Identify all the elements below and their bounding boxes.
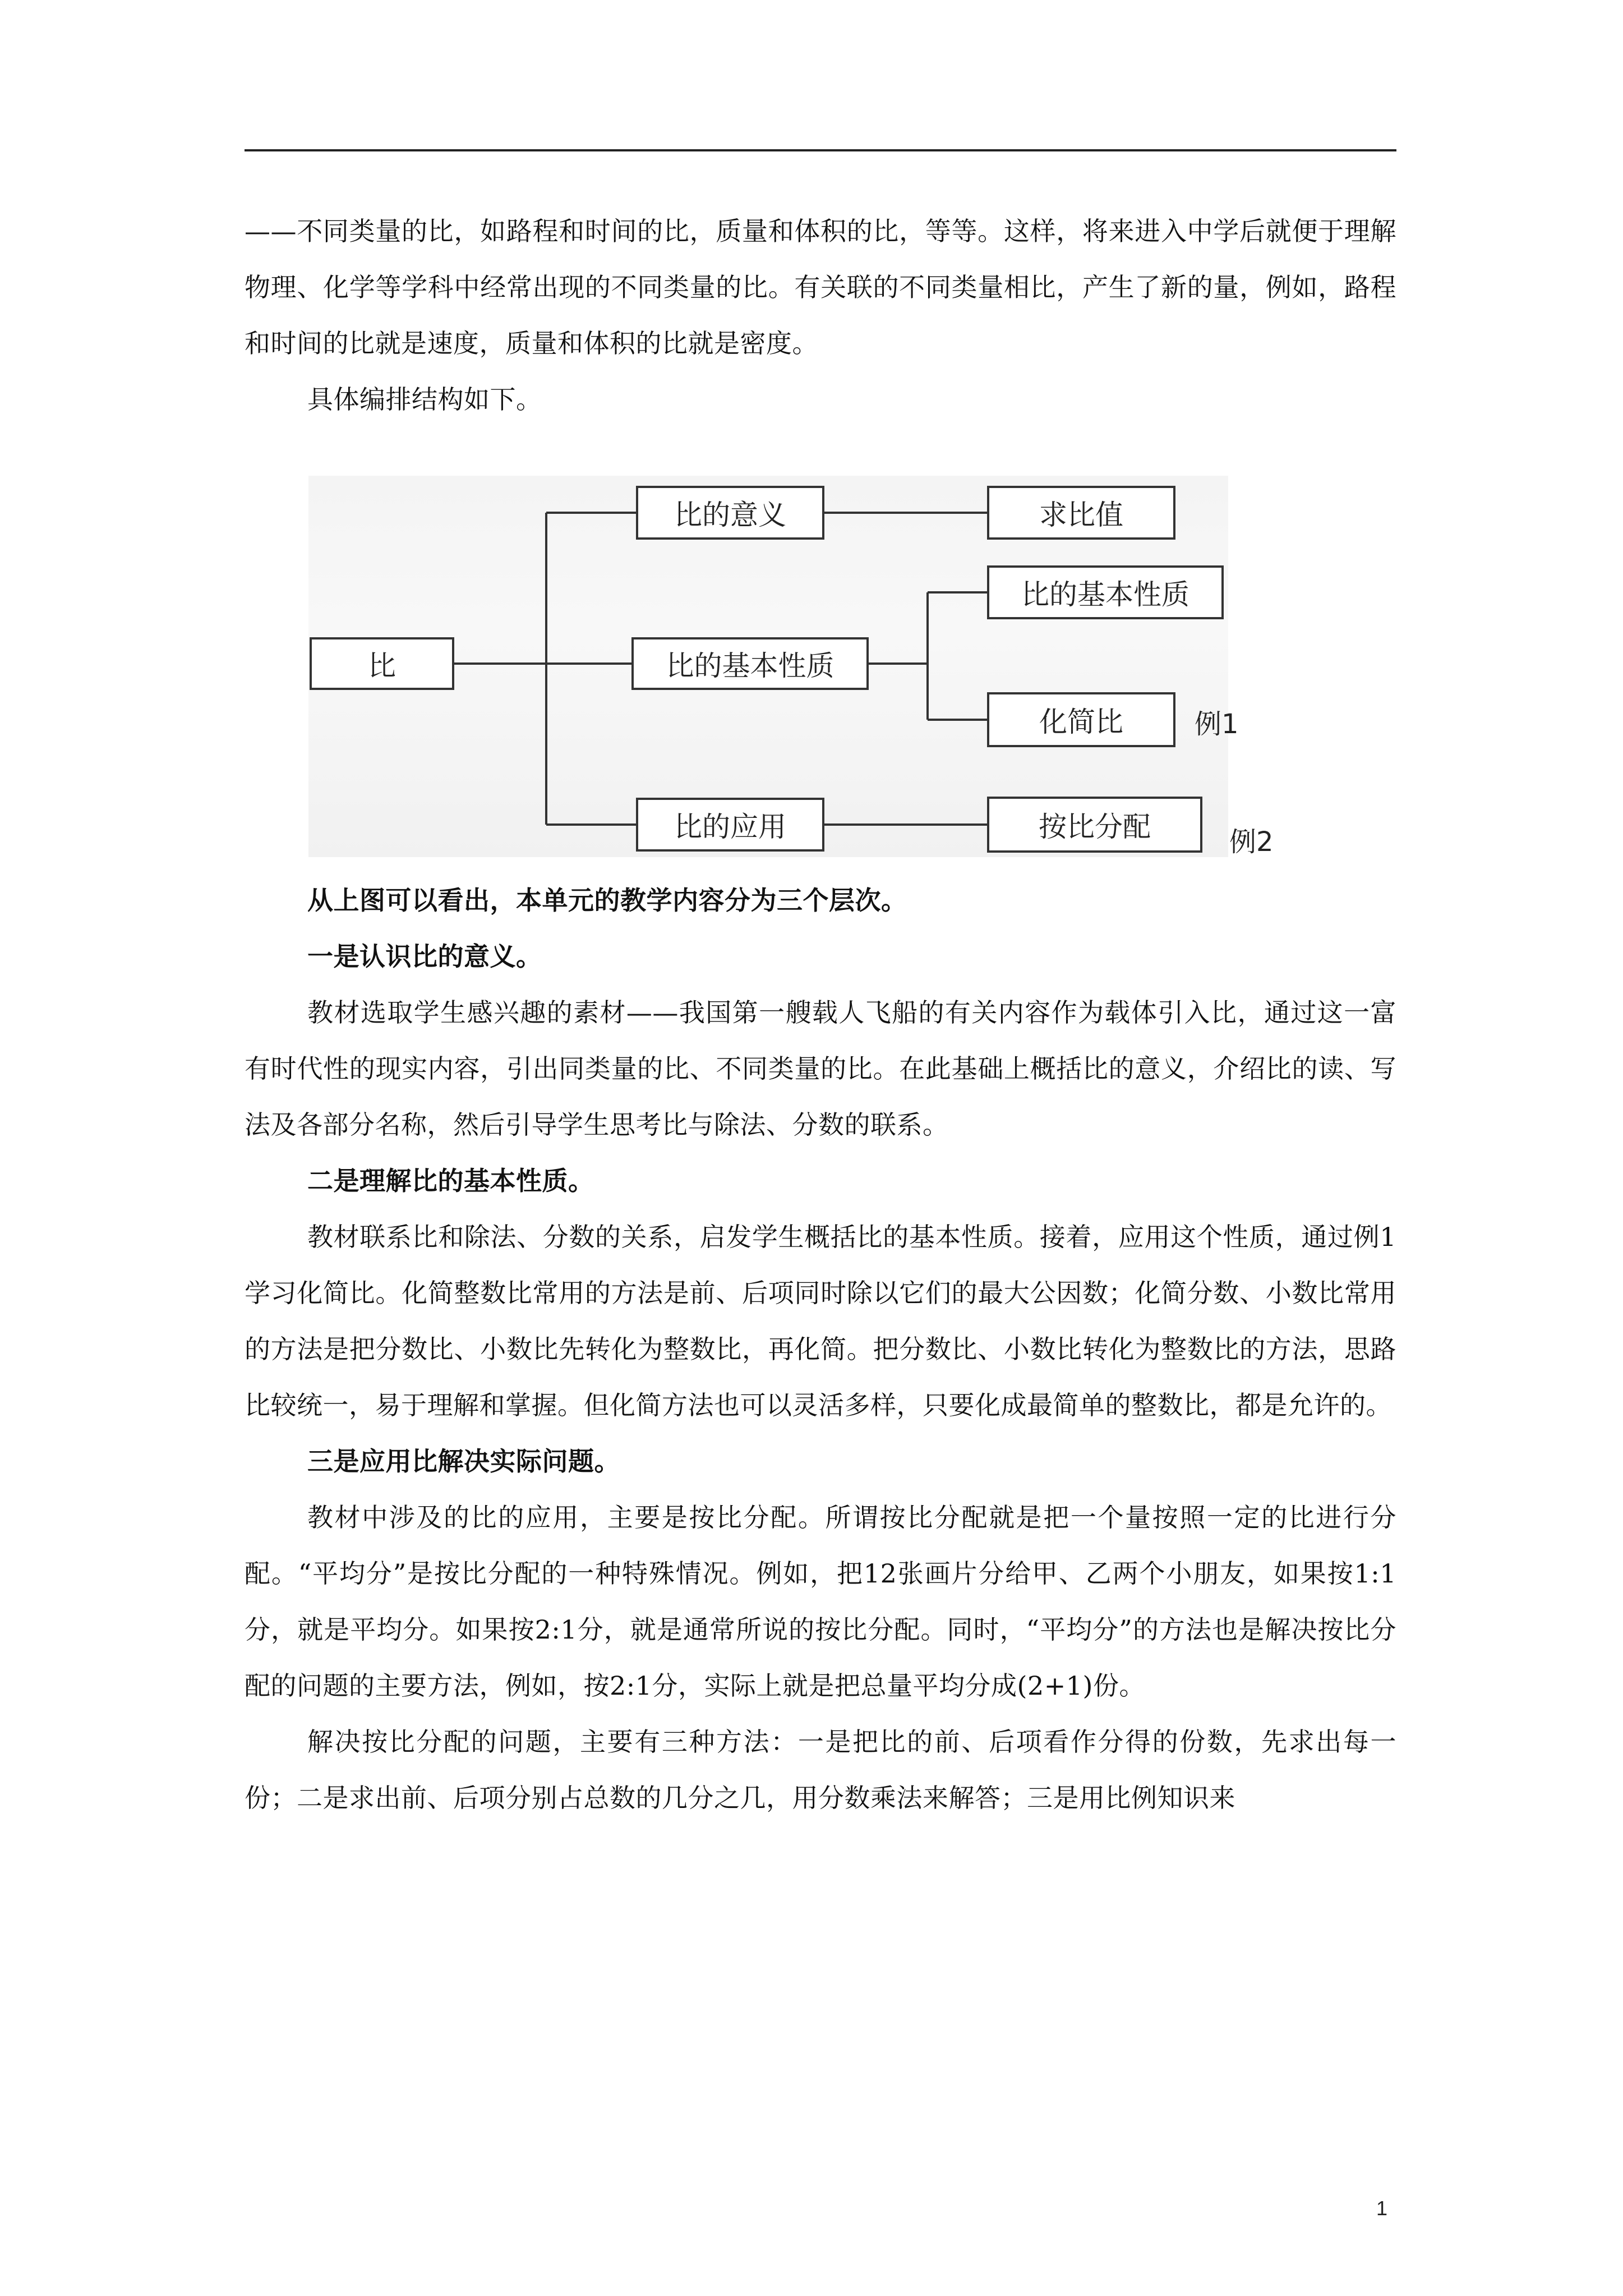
diagram-leaf-property: 比的基本性质 [987,565,1224,619]
diagram-branch-meaning: 比的意义 [636,486,824,540]
text-block-bottom [245,872,1396,1826]
paragraph-heading: 二是理解比的基本性质。 [307,1166,594,1196]
paragraph: 解决按比分配的问题，主要有三种方法：一是把比的前、后项看作分得的份数，先求出每一份；二是求出前、后项分别占总数的几分之几，用分数乘法来解答；三是用比例知识来 [245,1727,1396,1813]
text-block-top [245,203,1396,427]
paragraph: 教材选取学生感兴趣的素材——我国第一艘载人飞船的有关内容作为载体引入比，通过这一富有时代性的现实内容，引出同类量的比、不同类量的比。在此基础上概括比的意义，介绍比的读、写法及各部分名称，然后引导学生思考比与除法、分数的联系。 [245,997,1396,1140]
paragraph: 教材中涉及的比的应用，主要是按比分配。所谓按比分配就是把一个量按照一定的比进行分配。“平均分”是按比分配的一种特殊情况。例如，把12张画片分给甲、乙两个小朋友，如果按1:1分，就是平均分。如果按2:1分，就是通常所说的按比分配。同时，“平均分”的方法也是解决按比分配的问题的主要方法，例如，按2:1分，实际上就是把总量平均分成(2+1)份。 [245,1502,1396,1701]
page-number: 1 [1376,2197,1388,2220]
diagram-leaf-distribution: 按比分配 [987,797,1202,853]
diagram-branch-application: 比的应用 [636,798,824,852]
diagram-leaf-ratio-value: 求比值 [987,486,1175,540]
diagram-branch-property: 比的基本性质 [631,637,869,690]
diagram-example-1-label: 例1 [1195,708,1239,740]
diagram-example-2-label: 例2 [1229,826,1274,858]
paragraph-heading: 一是认识比的意义。 [307,941,542,972]
paragraph-heading: 三是应用比解决实际问题。 [307,1446,620,1476]
structure-diagram [308,476,1295,863]
paragraph: 教材联系比和除法、分数的关系，启发学生概括比的基本性质。接着，应用这个性质，通过例1学习化简比。化简整数比常用的方法是前、后项同时除以它们的最大公因数；化简分数、小数比常用的方法是把分数比、小数比先转化为整数比，再化简。把分数比、小数比转化为整数比的方法，思路比较统一，易于理解和掌握。但化简方法也可以灵活多样，只要化成最简单的整数比，都是允许的。 [245,1222,1396,1420]
diagram-leaf-simplify: 化简比 [987,692,1175,747]
diagram-root-box: 比 [310,637,454,690]
header-rule [245,149,1396,151]
paragraph-heading: 从上图可以看出，本单元的教学内容分为三个层次。 [307,885,907,915]
paragraph: ——不同类量的比，如路程和时间的比，质量和体积的比，等等。这样，将来进入中学后就便于理解物理、化学等学科中经常出现的不同类量的比。有关联的不同类量相比，产生了新的量，例如，路程和时间的比就是速度，质量和体积的比就是密度。 [245,216,1396,358]
paragraph: 具体编排结构如下。 [307,384,542,415]
